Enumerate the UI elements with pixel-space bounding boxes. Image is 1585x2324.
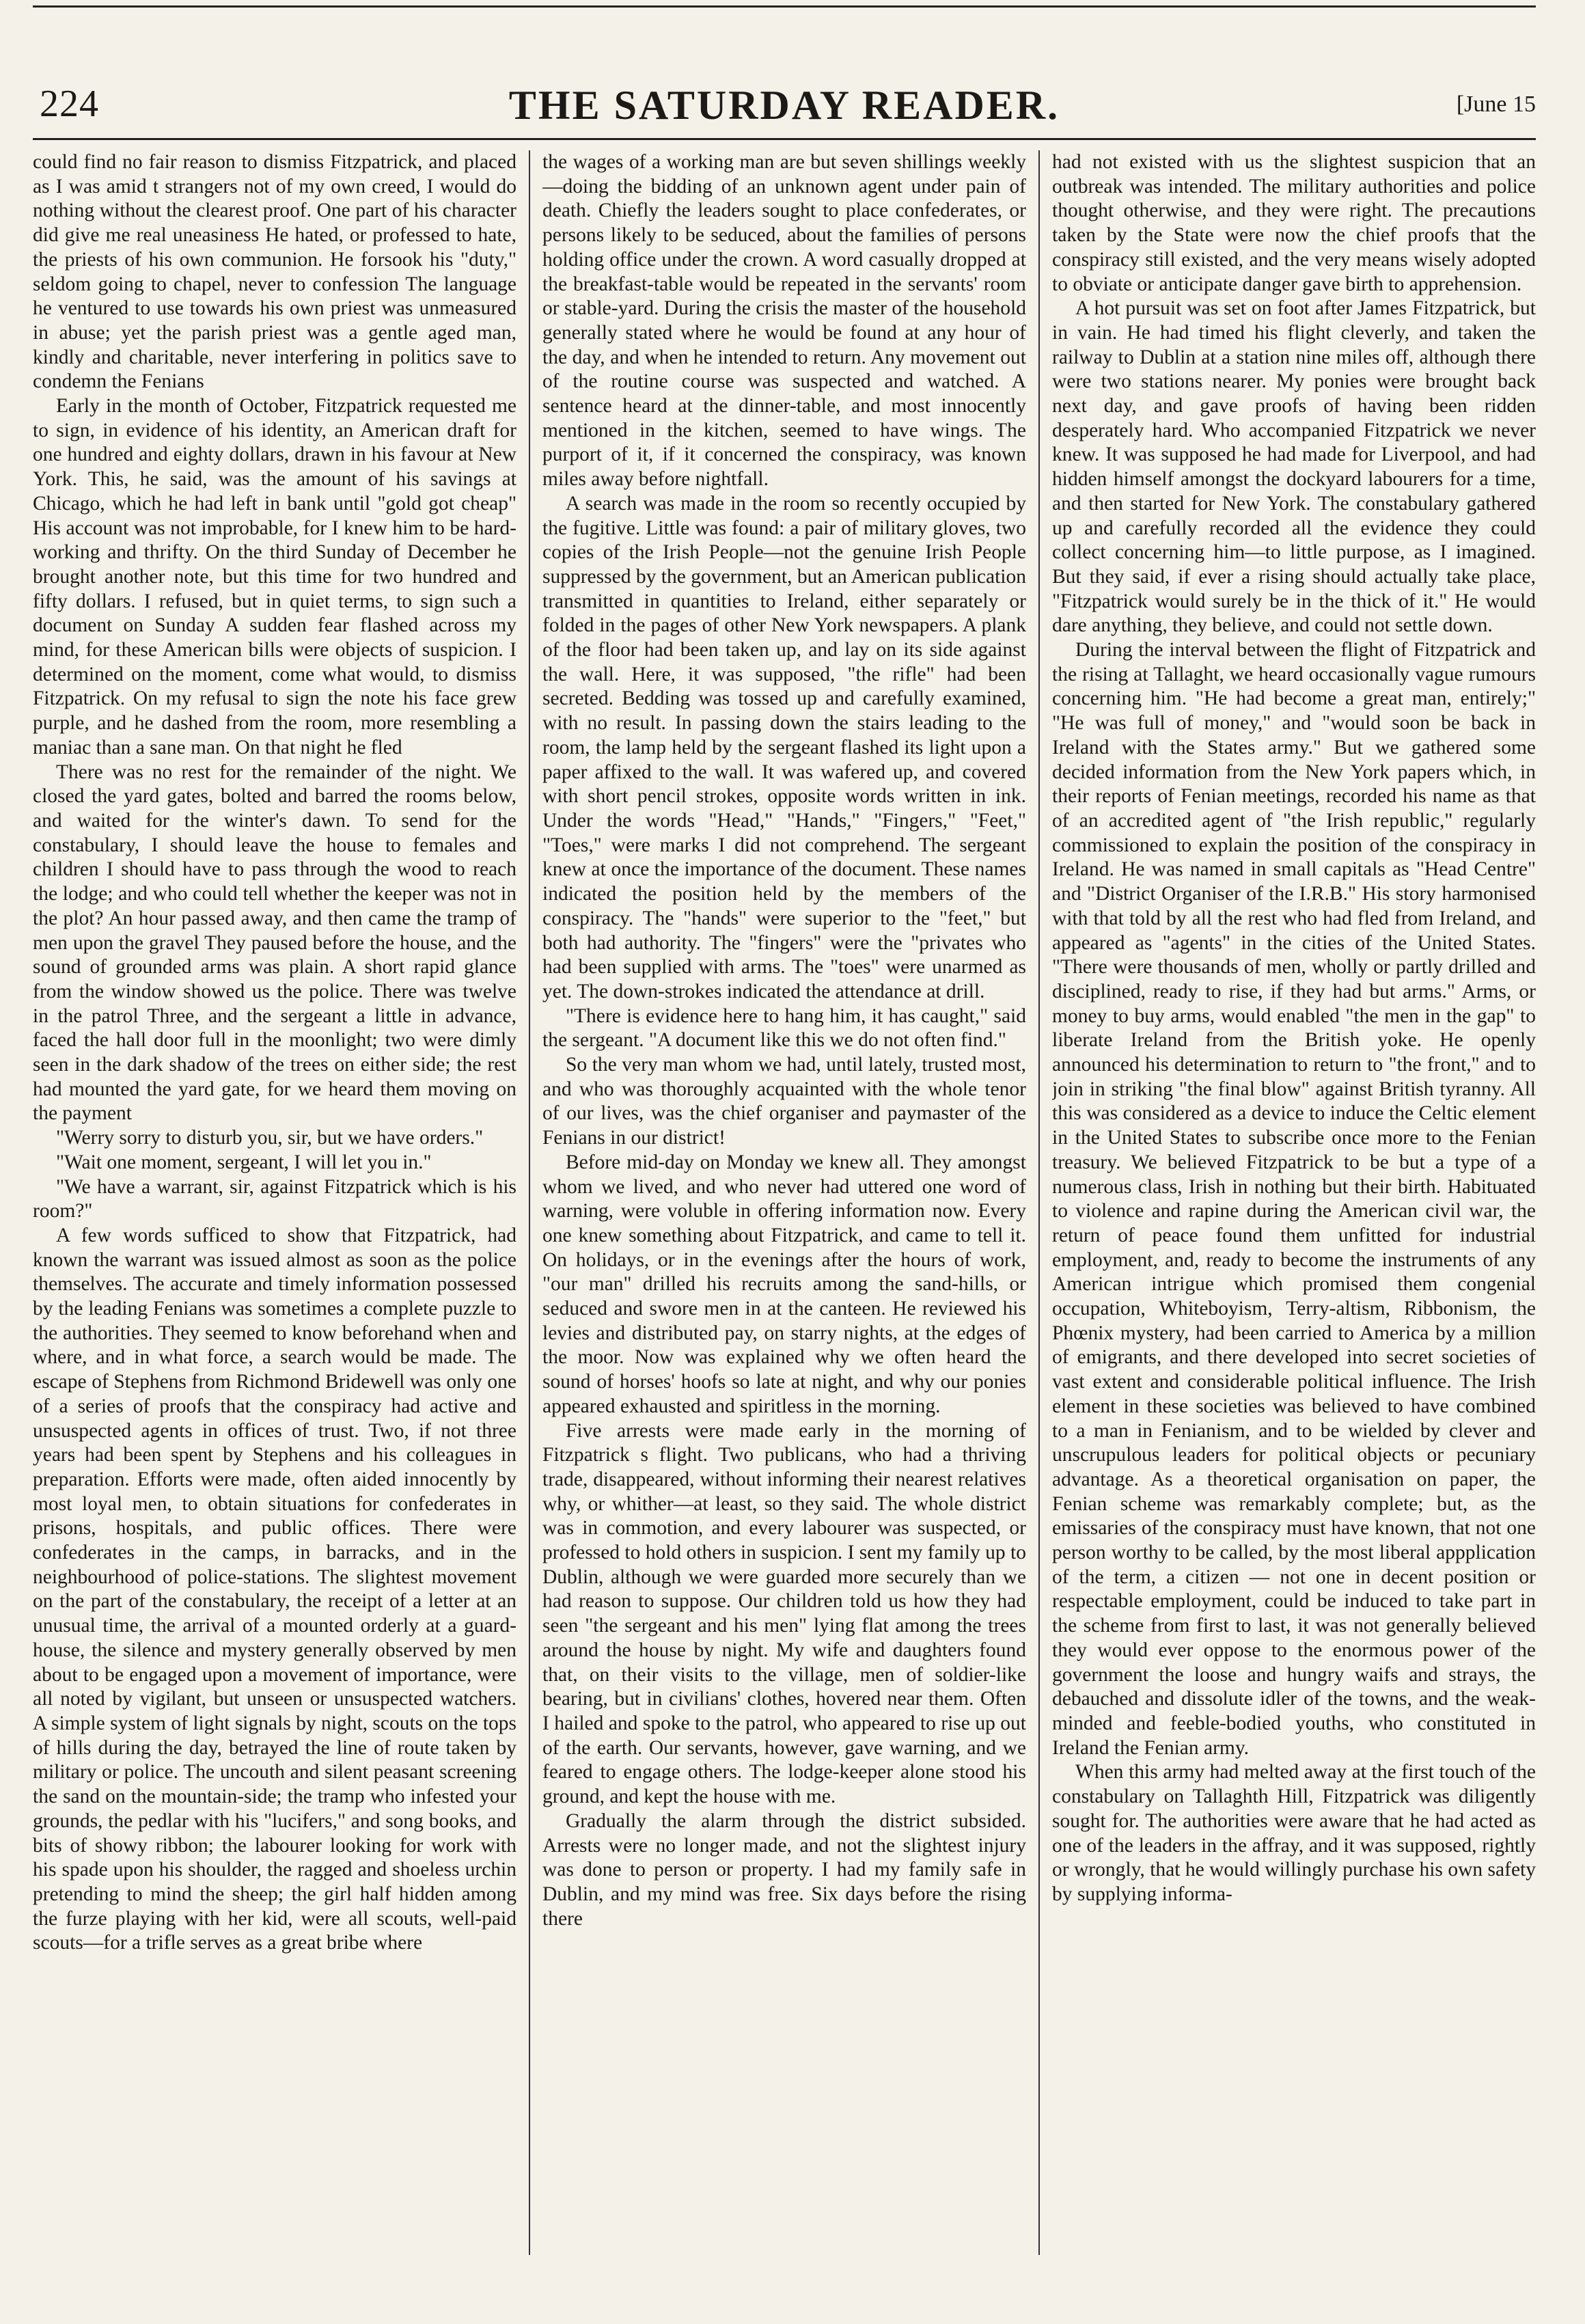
text-columns bbox=[33, 150, 1536, 2255]
paragraph: "We have a warrant, sir, against Fitzpatrick which is his room?" bbox=[33, 1175, 516, 1222]
paragraph: Before mid-day on Monday we knew all. They amongst whom we lived, and who never had uttered one word of warning, were voluble in offering information now. Every one knew something about Fitzpatrick, and came to tell it. On holidays, or in the evenings after the hours of work, "our man" drilled his recruits among the sand-hills, or seduced and swore men in at the canteen. He reviewed his levies and distributed pay, on starry nights, at the edges of the moor. Now was explained why we often heard the sound of horses' hoofs so late at night, and why our ponies appeared exhausted and spiritless in the morning. bbox=[542, 1151, 1026, 1417]
column-1 bbox=[33, 150, 516, 2255]
column-divider bbox=[1038, 150, 1040, 2255]
paragraph: So the very man whom we had, until lately, trusted most, and who was thoroughly acquainted with the whole tenor of our lives, was the chief organiser and paymaster of the Fenians in our district! bbox=[542, 1054, 1026, 1149]
paragraph: During the interval between the flight of Fitzpatrick and the rising at Tallaght, we heard occasionally vague rumours concerning him. "He had become a great man, entirely;" "He was full of money," and "would soon be back in Ireland with the States army." But we gathered some decided information from the New York papers which, in their reports of Fenian meetings, recorded his name as that of an accredited agent of "the Irish republic," regularly commissioned to explain the position of the conspiracy in Ireland. He was named in small capitals as "Head Centre" and "District Organiser of the I.R.B." His story harmonised with that told by all the rest who had fled from Ireland, and appeared as "agents" in the cities of the United States. "There were thousands of men, wholly or partly drilled and disciplined, ready to rise, if they had but arms." Arms, or money to buy arms, would enabled "the men in the gap" to liberate Ireland from the British yoke. He openly announced his determination to return to "the front," and to join in striking "the final blow" against British tyranny. All this was considered as a device to induce the Celtic element in the United States to subscribe once more to the Fenian treasury. We believed Fitzpatrick to be but a type of a numerous class, Irish in nothing but their birth. Habituated to violence and rapine during the American civil war, the return of peace found them unfitted for industrial employment, and, ready to become the instruments of any American intrigue which promised them congenial occupation, Whiteboyism, Terry-altism, Ribbonism, the Phœnix mystery, had been carried to America by a million of emigrants, and there developed into secret societies of vast extent and considerable political influence. The Irish element in these societies was believed to have combined to a man in Fenianism, and to be wielded by clever and unscrupulous leaders for political objects or pecuniary advantage. As a theoretical organisation on paper, the Fenian scheme was remarkably complete; but, as the emissaries of the conspiracy must have known, that not one person worthy to be called, by the most liberal appplication of the term, a citizen — not one in decent position or respectable employment, could be induced to take part in the scheme from first to last, it was not generally believed they would ever oppose to the enormous power of the government the loose and hungry waifs and strays, the debauched and dissolute idler of the towns, and the weak-minded and feeble-bodied youths, who constituted in Ireland the Fenian army. bbox=[1052, 639, 1536, 1759]
paragraph: When this army had melted away at the first touch of the constabulary on Tallaghth Hill, Fitzpatrick was diligently sought for. The authorities were aware that he had acted as one of the leaders in the affray, and it was supposed, rightly or wrongly, that he would willingly purchase his own safety by supplying informa- bbox=[1052, 1761, 1536, 1905]
paragraph: Five arrests were made early in the morning of Fitzpatrick s flight. Two publicans, who had a thriving trade, disappeared, without informing their nearest relatives why, or whither—at least, so they said. The whole district was in commotion, and every labourer was suspected, or professed to hold others in suspicion. I sent my family up to Dublin, although we were guarded more securely than we had reason to suppose. Our children told us how they had seen "the sergeant and his men" lying flat among the trees around the house by night. My wife and daughters found that, on their visits to the village, men of soldier-like bearing, but in civilians' clothes, hovered near them. Often I hailed and spoke to the patrol, who appeared to rise up out of the earth. Our servants, however, gave warning, and we feared to engage others. The lodge-keeper alone stood his ground, and kept the house with me. bbox=[542, 1419, 1026, 1808]
paragraph: had not existed with us the slightest suspicion that an outbreak was intended. The military authorities and police thought otherwise, and they were right. The precautions taken by the State were now the chief proofs that the conspiracy still existed, and the very means wisely adopted to obviate or anticipate danger gave birth to apprehension. bbox=[1052, 151, 1536, 295]
paragraph: "Werry sorry to disturb you, sir, but we have orders." bbox=[56, 1127, 484, 1149]
paragraph: Gradually the alarm through the district subsided. Arrests were no longer made, and not the slightest injury was done to person or property. I had my family safe in Dublin, and my mind was free. Six days before the rising there bbox=[542, 1809, 1026, 1930]
masthead bbox=[33, 82, 1536, 137]
header-rule bbox=[33, 138, 1536, 140]
page-number: 224 bbox=[40, 83, 99, 125]
paragraph: "There is evidence here to hang him, it has caught," said the sergeant. "A document like this we do not often find." bbox=[542, 1004, 1026, 1052]
paragraph: A few words sufficed to show that Fitzpatrick, had known the warrant was issued almost as soon as the police themselves. The accurate and timely information possessed by the leading Fenians was sometimes a complete puzzle to the authorities. They seemed to know beforehand when and where, and in what force, a search would be made. The escape of Stephens from Richmond Bridewell was only one of a series of proofs that the conspiracy had active and unsuspected agents in offices of trust. Two, if not three years had been spent by Stephens and his colleagues in preparation. Efforts were made, often aided innocently by most loyal men, to obtain situations for confederates in prisons, hospitals, and public offices. There were confederates in the camps, in barracks, and in the neighbourhood of police-stations. The slightest movement on the part of the constabulary, the receipt of a letter at an unusual time, the arrival of a mounted orderly at a guard-house, the silence and mystery generally observed by men about to be engaged upon a movement of importance, were all noted by vigilant, but unseen or unsuspected watchers. A simple system of light signals by night, scouts on the tops of hills during the day, betrayed the line of route taken by military or police. The uncouth and silent peasant screening the sand on the mountain-side; the tramp who infested your grounds, the pedlar with his "lucifers," and song books, and bits of showy ribbon; the labourer looking for work with his spade upon his shoulder, the ragged and shoeless urchin pretending to mind the sheep; the girl half hidden among the furze playing with her kid, were all scouts, well-paid scouts—for a trifle serves as a great bribe where bbox=[33, 1224, 516, 1954]
paragraph: A hot pursuit was set on foot after James Fitzpatrick, but in vain. He had timed his flight cleverly, and taken the railway to Dublin at a station nine miles off, although there were two stations nearer. My ponies were brought back next day, and gave proofs of having been ridden desperately hard. Who accompanied Fitzpatrick we never knew. It was supposed he had made for Liverpool, and had hidden himself amongst the dockyard labourers for a time, and then started for New York. The constabulary gathered up and carefully recorded all the evidence they could collect concerning him—to little purpose, as I imagined. But they said, if ever a rising should actually take place, "Fitzpatrick would surely be in the thick of it." He would dare anything, they believe, and could not settle down. bbox=[1052, 297, 1536, 637]
paragraph: the wages of a working man are but seven shillings weekly—doing the bidding of an unknown agent under pain of death. Chiefly the leaders sought to place confederates, or persons likely to be seduced, about the families of persons holding office under the crown. A word casually dropped at the breakfast-table would be repeated in the servants' room or stable-yard. During the crisis the master of the household generally stated where he would be found at any hour of the day, and when he intended to return. Any movement out of the routine course was suspected and watched. A sentence heard at the dinner-table, and most innocently mentioned in the kitchen, seemed to have wings. The purport of it, if it concerned the conspiracy, was known miles away before nightfall. bbox=[542, 151, 1026, 491]
column-3 bbox=[1052, 150, 1536, 2255]
issue-date: [June 15 bbox=[1456, 92, 1536, 117]
column-divider bbox=[529, 150, 530, 2255]
column-2 bbox=[542, 150, 1026, 2255]
paragraph: could find no fair reason to dismiss Fitzpatrick, and placed as I was amid t strangers not of my own creed, I would do nothing without the clearest proof. One part of his character did give me real uneasiness He hated, or professed to hate, the priests of his own communion. He forsook his "duty," seldom going to chapel, never to confession The language he ventured to use towards his own priest was unmeasured in abuse; yet the parish priest was a gentle aged man, kindly and charitable, never interfering in politics save to condemn the Fenians bbox=[33, 151, 516, 393]
top-rule bbox=[33, 5, 1536, 8]
paragraph: There was no rest for the remainder of the night. We closed the yard gates, bolted and barred the rooms below, and waited for the winter's dawn. To send for the constabulary, I should leave the house to females and children I should have to pass through the wood to reach the lodge; and who could tell whether the keeper was not in the plot? An hour passed away, and then came the tramp of men upon the gravel They paused before the house, and the sound of grounded arms was plain. A short rapid glance from the window showed us the police. There was twelve in the patrol Three, and the sergeant a little in advance, faced the hall door full in the moonlight; two were dimly seen in the dark shadow of the trees on either side; the rest had mounted the yard gate, for we heard them moving on the payment bbox=[33, 761, 516, 1125]
paragraph: A search was made in the room so recently occupied by the fugitive. Little was found: a pair of military gloves, two copies of the Irish People—not the genuine Irish People suppressed by the government, but an American publication transmitted in quantities to Ireland, either separately or folded in the pages of other New York newspapers. A plank of the floor had been taken up, and lay on its side against the wall. Here, it was supposed, "the rifle" had been secreted. Bedding was tossed up and carefully examined, with no result. In passing down the stairs leading to the room, the lamp held by the sergeant flashed its light upon a paper affixed to the wall. It was wafered up, and covered with short pencil strokes, opposite words written in ink. Under the words "Head," "Hands," "Fingers," "Feet," "Toes," were marks I did not comprehend. The sergeant knew at once the importance of the document. These names indicated the position held by the members of the conspiracy. The "hands" were superior to the "feet," but both had authority. The "fingers" were the "privates who had been supplied with arms. The "toes" were unarmed as yet. The down-strokes indicated the attendance at drill. bbox=[542, 492, 1026, 1002]
paragraph: "Wait one moment, sergeant, I will let you in." bbox=[56, 1151, 432, 1173]
paragraph: Early in the month of October, Fitzpatrick requested me to sign, in evidence of his identity, an American draft for one hundred and eighty dollars, drawn in his favour at New York. This, he said, was the amount of his savings at Chicago, which he had left in bank until "gold got cheap" His account was not improbable, for I knew him to be hard-working and thrifty. On the third Sunday of December he brought another note, but this time for two hundred and fifty dollars. I refused, but in quiet terms, to sign such a document on Sunday A sudden fear flashed across my mind, for these American bills were objects of suspicion. I determined on the moment, come what would, to dismiss Fitzpatrick. On my refusal to sign the note his face grew purple, and he dashed from the room, more resembling a maniac than a sane man. On that night he fled bbox=[33, 395, 516, 758]
publication-title: THE SATURDAY READER. bbox=[508, 83, 1060, 128]
newspaper-page bbox=[33, 55, 1536, 2296]
